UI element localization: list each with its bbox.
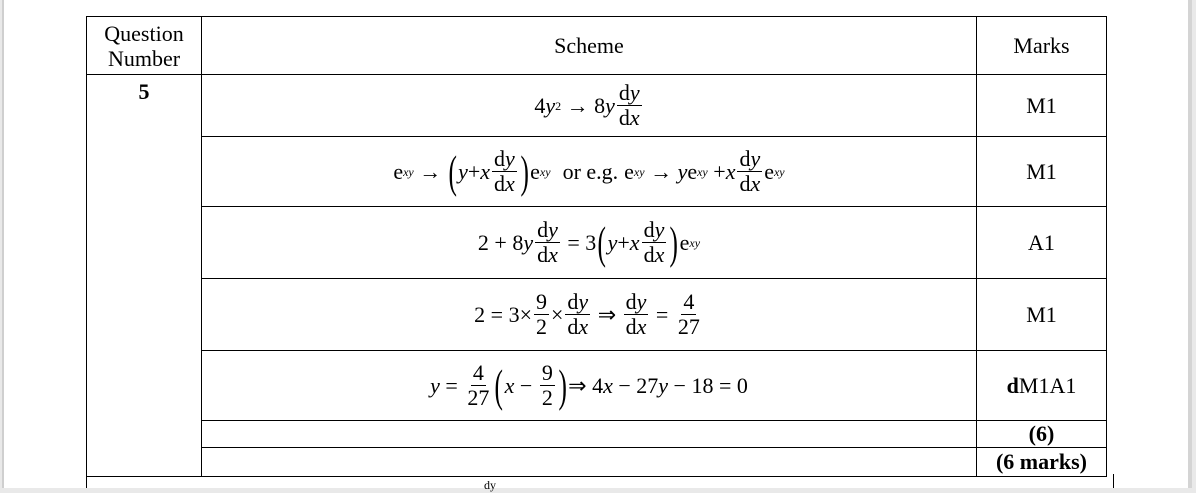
marks-header: Marks: [977, 17, 1107, 75]
page-left-border: [2, 0, 4, 488]
question-number: 5: [87, 75, 202, 477]
table-row: [87, 207, 1107, 279]
scrollbar-track[interactable]: [1188, 0, 1192, 488]
scheme-header: Scheme: [202, 17, 977, 75]
table-row: [87, 351, 1107, 421]
mark-1: M1: [977, 75, 1107, 137]
mark-scheme-table: [86, 16, 1107, 477]
question-number-header: [87, 17, 202, 75]
scheme-step-3: 2 + 8 y $\frac{dy}{dx}$ = 3 ( y + x $\frac{dy}{dx}$ ) e xy: [202, 207, 977, 279]
question-header-line1: Question: [104, 20, 184, 46]
table-row: [87, 279, 1107, 351]
table-row: [87, 75, 1107, 137]
scheme-step-5: y = $\frac{4}{27}$ ( x − $\frac{9}{2}$ ) ⇒ 4 x − 27 y − 18 = 0: [202, 351, 977, 421]
document-page: [2, 0, 1192, 492]
mark-5-rest: M1A1: [1018, 372, 1077, 398]
mark-4: M1: [977, 279, 1107, 351]
next-question-row-partial: [86, 474, 1114, 488]
empty-scheme-cell: [202, 421, 977, 448]
scheme-step-1: 4 y 2 → 8 y $\frac{dy}{dx}$: [202, 75, 977, 137]
subtotal-mark: (6): [977, 421, 1107, 448]
mark-2: M1: [977, 137, 1107, 207]
or-eg-text: or e.g.: [562, 158, 619, 184]
question-header-line2: Number: [107, 45, 181, 71]
total-row: [87, 448, 1107, 477]
scheme-step-2: e xy → ( y + x $\frac{dy}{dx}$ ) e xy or e.g. e xy → y e xy + x $\frac{dy}{dx}$ e xy: [202, 137, 977, 207]
mark-5-prefix: d: [1006, 372, 1019, 398]
partial-dy-text: dy: [484, 478, 496, 492]
mark-3: A1: [977, 207, 1107, 279]
total-mark: (6 marks): [977, 448, 1107, 477]
scheme-step-4: 2 = 3× $\frac{9}{2}$ × $\frac{dy}{dx}$ ⇒ $\frac{dy}{dx}$ = $\frac{4}{27}$: [202, 279, 977, 351]
table-header-row: [87, 17, 1107, 75]
empty-scheme-cell: [202, 448, 977, 477]
subtotal-row: [87, 421, 1107, 448]
table-row: [87, 137, 1107, 207]
mark-5: [977, 351, 1107, 421]
